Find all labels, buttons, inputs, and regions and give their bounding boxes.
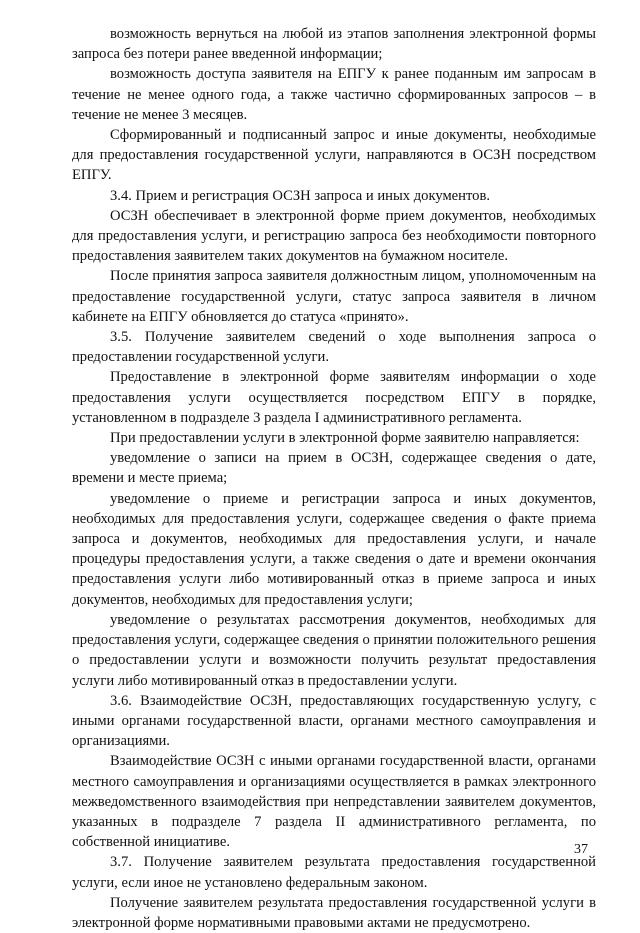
paragraph: Получение заявителем результата предоставления государственной услуги в электронной форме нормативными правовыми актами не предусмотрено. — [72, 894, 596, 931]
paragraph: Предоставление в электронной форме заявителям информации о ходе предоставления услуги осуществляется посредством ЕПГУ в порядке, установленном в подразделе 3 раздела I административного регламента. — [72, 369, 596, 426]
paragraph: Взаимодействие ОСЗН с иными органами государственной власти, органами местного самоуправления и организациями осуществляется в рамках электронного межведомственного взаимодействия при непредставлении заявителем документов, указанных в подразделе 7 раздела II административного регламента, по собственной инициативе. — [72, 753, 596, 851]
paragraph: ОСЗН обеспечивает в электронной форме прием документов, необходимых для предоставления услуги, и регистрацию запроса без необходимости повторного предоставления заявителем таких документов на бумажном носителе. — [72, 207, 596, 265]
paragraph: После принятия запроса заявителя должностным лицом, уполномоченным на предоставление государственной услуги, статус запроса заявителя в личном кабинете на ЕПГУ обновляется до статуса «принято». — [72, 268, 596, 325]
section-heading: 3.6. Взаимодействие ОСЗН, предоставляющих государственную услугу, с иными органами государственной власти, органами местного самоуправления и организациями. — [72, 692, 596, 750]
paragraph: Сформированный и подписанный запрос и иные документы, необходимые для предоставления государственной услуги, направляются в ОСЗН посредством ЕПГУ. — [72, 127, 596, 184]
list-item: уведомление о записи на прием в ОСЗН, содержащее сведения о дате, времени и месте приема; — [72, 450, 596, 487]
paragraph: При предоставлении услуги в электронной форме заявителю направляется: — [110, 430, 580, 447]
body-text — [72, 24, 596, 933]
page-number: 37 — [574, 842, 588, 857]
section-heading: 3.7. Получение заявителем результата предоставления государственной услуги, если иное не установлено федеральным законом. — [72, 854, 596, 891]
section-heading: 3.5. Получение заявителем сведений о ходе выполнения запроса о предоставлении государственной услуги. — [72, 329, 596, 366]
section-heading: 3.4. Прием и регистрация ОСЗН запроса и иных документов. — [110, 187, 490, 204]
list-item: уведомление о результатах рассмотрения документов, необходимых для предоставления услуги, содержащее сведения о принятии положительного решения о предоставлении услуги и возможности получить результат предоставления услуги либо мотивированный отказ в предоставлении услуги. — [72, 611, 596, 689]
paragraph: возможность вернуться на любой из этапов заполнения электронной формы запроса без потери ранее введенной информации; — [72, 26, 596, 63]
list-item: уведомление о приеме и регистрации запроса и иных документов, необходимых для предоставления услуги, содержащее сведения о факте приема запроса и документов, необходимых для предоставления услуги, и начале процедуры предоставления услуги, а также сведения о дате и времени окончания предоставления услуги либо мотивированный отказ в приеме запроса и иных документов, необходимых для предоставления услуги; — [72, 490, 596, 608]
paragraph: возможность доступа заявителя на ЕПГУ к ранее поданным им запросам в течение не менее одного года, а также частично сформированных запросов – в течение не менее 3 месяцев. — [72, 66, 596, 123]
